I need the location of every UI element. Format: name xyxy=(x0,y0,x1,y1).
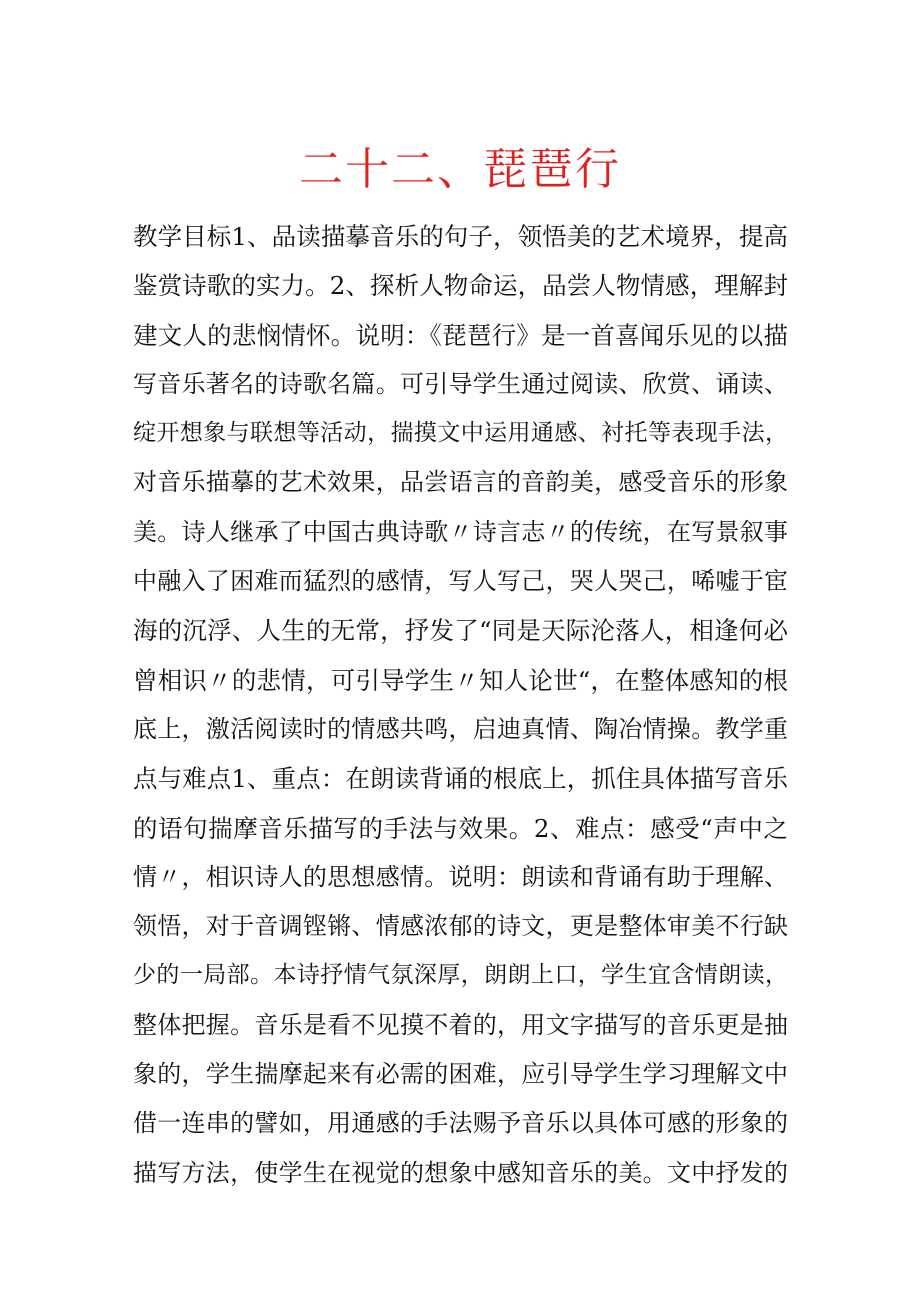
body-line: 鉴赏诗歌的实力。2、探析人物命运，品尝人物情感，理解封 xyxy=(133,271,788,301)
document-title: 二十二、琵琶行 xyxy=(299,144,621,195)
body-line: 绽开想象与联想等活动，揣摸文中运用通感、衬托等表现手法， xyxy=(133,420,788,447)
body-line: 曾相识〃的悲情，可引导学生〃知人论世“，在整体感知的根 xyxy=(133,665,788,695)
document-body xyxy=(133,212,788,1198)
body-line: 对音乐描摹的艺术效果，品尝语言的音韵美，感受音乐的形象 xyxy=(133,468,788,497)
body-line: 的语句揣摩音乐描写的手法与效果。2、难点：感受“声中之 xyxy=(133,813,788,843)
body-line: 海的沉浮、人生的无常，抒发了“同是天际沦落人，相逢何必 xyxy=(133,616,788,646)
body-line: 象的，学生揣摩起来有必需的困难，应引导学生学习理解文中 xyxy=(133,1060,788,1089)
body-line: 整体把握。音乐是看不见摸不着的，用文字描写的音乐更是抽 xyxy=(133,1010,788,1039)
body-line: 情〃，相识诗人的思想感情。说明：朗读和背诵有助于理解、 xyxy=(133,862,788,891)
body-line: 底上，激活阅读时的情感共鸣，启迪真情、陶冶情操。教学重 xyxy=(133,714,788,743)
body-line: 领悟，对于音调铿锵、情感浓郁的诗文，更是整体审美不行缺 xyxy=(133,912,788,941)
body-line: 描写方法，使学生在视觉的想象中感知音乐的美。文中抒发的 xyxy=(133,1158,788,1187)
body-line: 教学目标1、品读描摹音乐的句子，领悟美的艺术境界，提高 xyxy=(133,222,788,251)
body-line: 借一连串的譬如，用通感的手法赐予音乐以具体可感的形象的 xyxy=(133,1109,788,1138)
body-line: 点与难点1、重点：在朗读背诵的根底上，抓住具体描写音乐 xyxy=(133,764,788,794)
body-line: 写音乐著名的诗歌名篇。可引导学生通过阅读、欣赏、诵读、 xyxy=(133,369,788,398)
body-line: 建文人的悲悯情怀。说明：《琵琶行》是一首喜闻乐见的以描 xyxy=(133,320,788,350)
body-line: 少的一局部。本诗抒情气氛深厚，朗朗上口，学生宜含情朗读， xyxy=(133,962,788,989)
body-line: 美。诗人继承了中国古典诗歌〃诗言志〃的传统，在写景叙事 xyxy=(133,517,788,546)
body-line: 中融入了困难而猛烈的感情，写人写己，哭人哭己，唏嘘于宦 xyxy=(133,567,788,596)
